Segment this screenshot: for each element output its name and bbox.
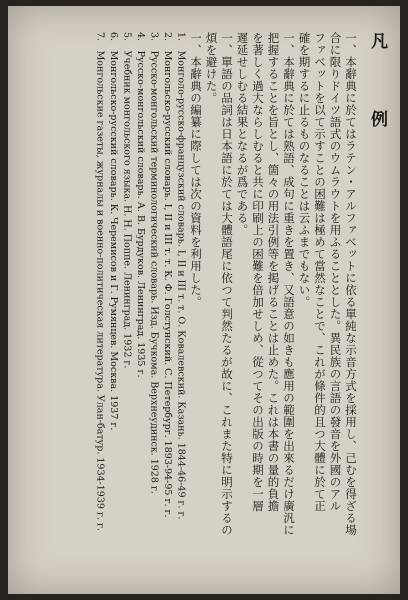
source-item: 3. Русско-монгольский терминологический словарь. Изд. Бучкома. Верхнеудинск. 1928 г. — [148, 32, 160, 494]
source-item: 4. Русско-монгольский словарь. А. В. Бурдуков. Ленинград. 1935 г. — [135, 32, 146, 378]
text-column: 把握することを旨とし、箇々の用法引例等を掲げることは止めた。これは本書の量的負擔 — [266, 32, 281, 512]
text-column: 一、本辭典に於ては熟語、成句に重きを置き、又語意の如きも應用の範圍を出來るだけ廣汎に — [282, 32, 296, 536]
source-item: 1. Монголо-русско-французский словарь. I, II и III т. т. О. Ковалевский. Казань. 1844-46-49 г. г. — [175, 32, 187, 520]
text-column: 一、本辭典の編纂に際しては次の資料を利用した。 — [189, 32, 203, 308]
text-column: を著しく過大ならしむると共に印刷上の困難を倍加せしめ、從つてその出版の時期を一層 — [251, 32, 265, 512]
source-item: 5. Учебник монгольского языка. Н. Н. Поппе. Ленинград. 1932 г. — [121, 32, 133, 369]
source-item: 7. Монгольские газеты, журналы и военно-политическая литература. Улан-батур. 1934-1939 г. г. — [94, 32, 106, 531]
text-columns — [93, 32, 392, 574]
source-item: 2. Монгольско-русский словарь. I, II и III т. т. К. Ф. Голстунский. С. Петербург. 1893-94-95 г. г. — [162, 32, 173, 518]
text-column: 遲延せしむる結果となるが爲である。 — [235, 32, 250, 236]
page-title: 凡 例 — [367, 32, 387, 149]
dictionary-page — [8, 6, 400, 594]
text-column: 確を期するに止るものなることは云ふまでもない。 — [297, 32, 312, 308]
source-item: 6. Монгольско-русский словарь. К. Черемисов и Г. Румянцев. Москва. 1937 г. — [108, 32, 119, 431]
text-column: ファベットを以て示すことの困難は極めて當然なことで、これが條件的且つ大體に於て正 — [313, 32, 327, 512]
text-column: 煩を避けた。 — [204, 32, 219, 104]
text-column: 一、本辭典に於てはラテン・アルファベットに依る單純な示音方式を採用し、己むを得ざる場 — [344, 32, 358, 536]
text-column: 一、單語の品詞は日本語に於ては大體語尾に依つて判然たるが故に、これまた特に明示するの — [220, 32, 234, 536]
text-column: 合に限りドイツ語式のウムラウトを用ふることとした。異民族の言語の發音を外國のアル — [328, 32, 343, 512]
